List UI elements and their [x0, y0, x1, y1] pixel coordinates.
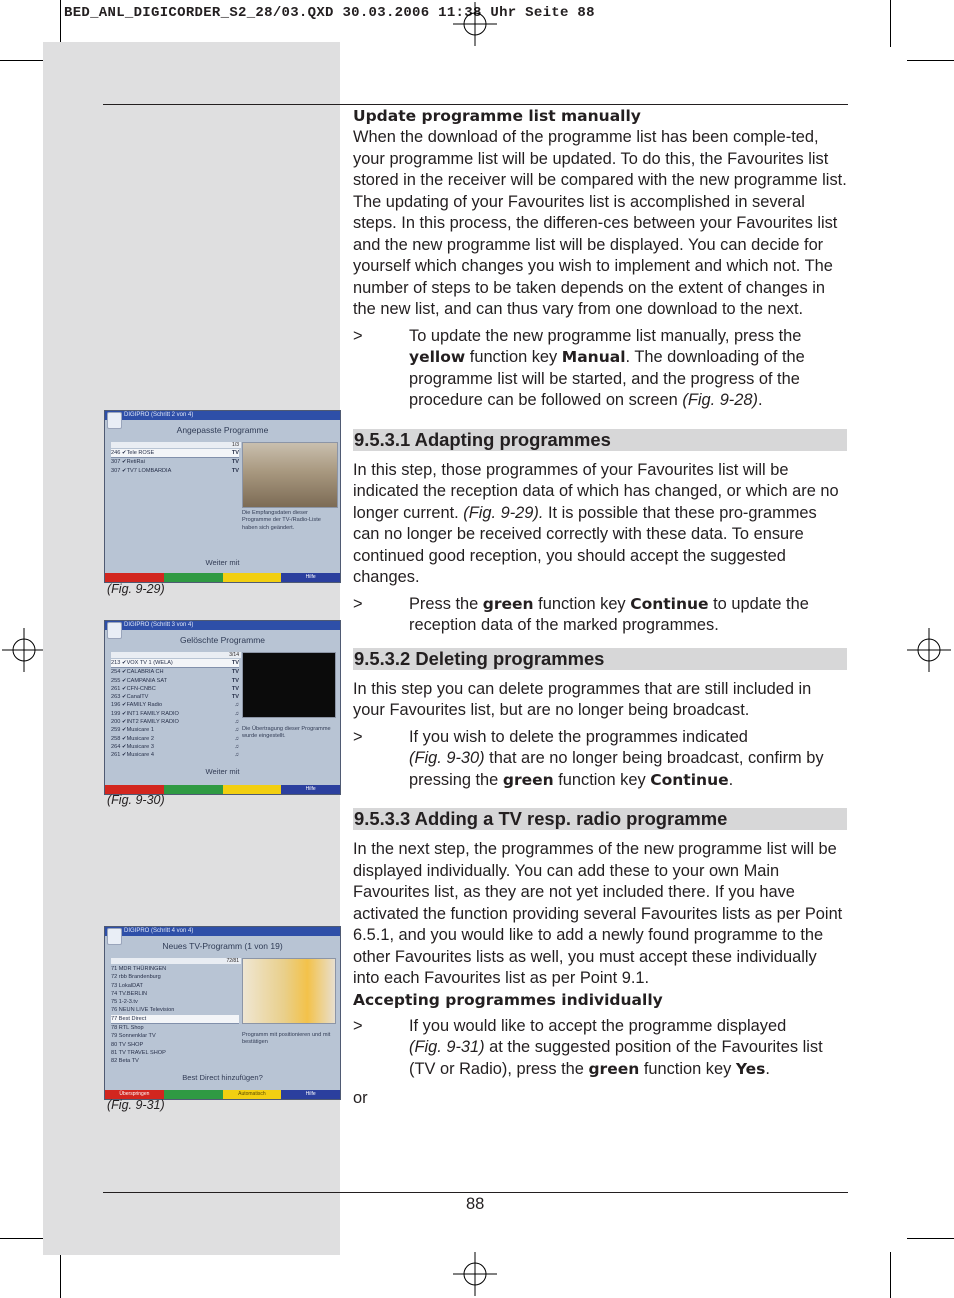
crop-mark [60, 0, 61, 47]
list-item: 307 ✔RetiRai TV [111, 459, 239, 466]
list-item: 76 NEUN LIVE Television [111, 1007, 175, 1014]
red-key: Überspringen [105, 1090, 164, 1099]
yellow-key [223, 785, 282, 794]
figure-caption: (Fig. 9-30) [107, 793, 165, 807]
step-marker: > [353, 727, 363, 746]
section-title-deleting: 9.5.3.2 Deleting programmes [353, 648, 847, 670]
list-item: 196 ✔FAMILY Radio ♫ [111, 702, 239, 709]
yellow-key: Automatisch [223, 1090, 282, 1099]
header-rule [103, 104, 848, 105]
osd-programme-list [111, 659, 239, 760]
key-name: Manual [561, 348, 626, 366]
step-marker: > [353, 594, 363, 613]
function-key-bar [105, 573, 340, 582]
key-name: Yes [735, 1059, 766, 1078]
fig-ref: (Fig. 9-29). [463, 503, 544, 522]
step-continue-adapting [353, 594, 847, 637]
list-item: 75 1-2-3.tv [111, 999, 138, 1006]
osd-title: Gelöschte Programme [179, 635, 266, 645]
registration-mark-icon [453, 1252, 497, 1296]
step-continue-deleting [353, 727, 847, 792]
step-text: To update the new programme list manually, press the yellow function key Manual. The downloading of the programme list will be started, and the progress of the procedure can be followed on screen (Fig. 9-28). [409, 326, 805, 409]
heading-update-list: Update programme list manually [353, 107, 641, 125]
list-item: 200 ✔INT2 FAMILY RADIO ♫ [111, 719, 239, 726]
key-color: green [502, 770, 554, 789]
osd-header-bar: DIGIPRO (Schritt 4 von 4) [105, 927, 340, 936]
osd-header-bar: DIGIPRO (Schritt 2 von 4) [105, 411, 340, 420]
fig-ref: (Fig. 9-30) [409, 749, 485, 767]
green-key [164, 785, 223, 794]
section-title-adding: 9.5.3.3 Adding a TV resp. radio programme [353, 808, 847, 830]
yellow-key [223, 573, 282, 582]
or-text: or [353, 1089, 368, 1107]
blue-key: Hilfe [281, 1090, 340, 1099]
list-item: 77 Best Direct [111, 1015, 239, 1024]
list-item: 81 TV TRAVEL SHOP [111, 1049, 166, 1056]
crop-mark [890, 0, 891, 47]
list-item: 261 ✔CFN-CNBC TV [111, 685, 239, 692]
list-item: 80 TV SHOP [111, 1041, 144, 1048]
red-key [105, 573, 164, 582]
list-item: 258 ✔Musicare 2 ♫ [111, 735, 239, 742]
tv-preview-image [242, 442, 338, 508]
heading-accepting: Accepting programmes individually [353, 990, 663, 1009]
list-item: 72 rbb Brandenburg [111, 974, 161, 981]
list-item: 78 RTL Shop [111, 1025, 144, 1032]
list-item: 199 ✔INT1 FAMILY RADIO ♫ [111, 710, 239, 717]
crop-mark [0, 1238, 47, 1239]
adding-paragraph: In the next step, the programmes of the new programme list will be displayed individually. You can add these to your own Main Favourites list, as they are not yet included there. If you have activated the function providing several Favourites lists as per Point 6.5.1, and you would like to add a newly found programme to the other Favourites lists as well, you must accept these individually into each Favourites list as per Point 9.1. [353, 840, 843, 987]
registration-mark-icon [907, 628, 951, 672]
osd-note: Die Empfangsdaten dieser Programme der TV-/Radio-Liste haben sich geändert. [242, 510, 321, 531]
page-number: 88 [466, 1195, 485, 1213]
osd-header-bar: DIGIPRO (Schritt 3 von 4) [105, 621, 340, 630]
step-accept-yes [353, 1016, 847, 1081]
step-manual-update [353, 326, 847, 412]
footer-rule [103, 1192, 848, 1193]
list-item: 213 ✔VOX TV 1 (WELA) TV [111, 659, 239, 668]
list-item: 263 ✔CanalTV TV [111, 694, 239, 701]
list-item: 261 ✔Musicare 4 ♫ [111, 752, 239, 759]
tv-preview-image [242, 958, 336, 1024]
list-item: 79 Sonnenklar TV [111, 1033, 156, 1040]
list-item: 73 LokalDAT [111, 982, 143, 989]
crop-mark [60, 1252, 61, 1298]
step-marker: > [353, 1016, 363, 1035]
key-color: yellow [409, 348, 466, 366]
osd-list-topbar: 1/3 [111, 442, 241, 448]
step-marker: > [353, 326, 363, 345]
list-item: 259 ✔Musicare 1 ♫ [111, 727, 239, 734]
main-text-column [353, 106, 847, 1110]
osd-programme-list [111, 449, 239, 475]
osd-note: Die Übertragung dieser Programme wurde eingestellt. [242, 726, 331, 740]
green-key [164, 573, 223, 582]
step-text: If you would like to accept the programme displayed (Fig. 9-31) at the suggested position of the Favourites list (TV or Radio), press the green function key Yes. [409, 1016, 823, 1078]
section-title-adapting: 9.5.3.1 Adapting programmes [353, 429, 847, 451]
blue-key: Hilfe [281, 573, 340, 582]
registration-mark-icon [453, 2, 497, 46]
list-item: 307 ✔TV7 LOMBARDIA TV [111, 467, 239, 474]
fig-ref: (Fig. 9-31) [409, 1038, 485, 1056]
osd-add-prompt: Best Direct hinzufügen? [182, 1073, 263, 1082]
blue-key: Hilfe [281, 785, 340, 794]
intro-paragraph: When the download of the programme list has been comple-ted, your programme list will be updated. To do this, the Favourites list stored in the receiver will be compared with the new programme list. The updating of your Favourites list is accomplished in several steps. In this process, the differen-ces between your Favourites list and the new programme list will be displayed. You can decide for yourself which changes you wish to implement and which not. The number of steps to be taken depends on the extent of changes in the new list, and can thus vary from one download to the next. [353, 128, 847, 318]
screenshot-fig-9-30 [104, 620, 341, 795]
list-item: 71 MDR THÜRINGEN [111, 966, 167, 972]
osd-title: Neues TV-Programm (1 von 19) [162, 941, 283, 951]
crop-mark [890, 1252, 891, 1298]
osd-list-topbar: 3/14 [111, 652, 241, 658]
osd-programme-list [111, 965, 239, 1066]
list-item: 254 ✔CALABRIA CH TV [111, 669, 239, 676]
list-item: 74 TV.BERLIN [111, 990, 148, 997]
osd-note: Programm mit positionieren und mit bestätigen [242, 1032, 331, 1046]
osd-continue-prompt: Weiter mit [205, 558, 240, 567]
list-item: 264 ✔Musicare 3 ♫ [111, 743, 239, 750]
green-key [164, 1090, 223, 1099]
osd-list-topbar: 72/81 [111, 958, 241, 964]
osd-title: Angepasste Programme [176, 425, 269, 435]
key-color: green [588, 1059, 640, 1078]
crop-mark [907, 1238, 954, 1239]
screenshot-fig-9-31 [104, 926, 341, 1100]
figure-caption: (Fig. 9-31) [107, 1098, 165, 1112]
step-text: Press the green function key Continue to update the reception data of the marked programmes. [409, 594, 809, 634]
key-color: green [482, 594, 534, 613]
step-text: If you wish to delete the programmes indicated (Fig. 9-30) that are no longer being broadcast, confirm by pressing the green function key Continue. [409, 727, 824, 789]
list-item: 246 ✔Tele ROSE TV [111, 449, 239, 458]
crop-mark [907, 60, 954, 61]
deleting-paragraph: In this step you can delete programmes that are still included in your Favourites list, but are no longer being broadcast. [353, 679, 812, 719]
key-name: Continue [630, 594, 709, 613]
osd-continue-prompt: Weiter mit [205, 767, 240, 776]
key-name: Continue [650, 770, 729, 789]
list-item: 255 ✔CAMPANIA SAT TV [111, 677, 239, 684]
crop-mark [0, 60, 47, 61]
printer-slug: BED_ANL_DIGICORDER_S2_28/03.QXD 30.03.2006 11:38 Uhr Seite 88 [64, 5, 595, 21]
list-item: 82 Beta TV [111, 1058, 139, 1065]
figure-caption: (Fig. 9-29) [107, 582, 165, 596]
adapting-paragraph: In this step, those programmes of your Favourites list will be indicated the reception data of which has changed, or which are no longer current. (Fig. 9-29). It is possible that these pro-grammes can no longer be received correctly with these data. To ensure continued good reception, you should accept the suggested changes. [353, 460, 839, 586]
tv-preview-image [242, 652, 336, 718]
screenshot-fig-9-29 [104, 410, 341, 583]
fig-ref: (Fig. 9-28) [682, 391, 758, 409]
registration-mark-icon [2, 628, 46, 672]
